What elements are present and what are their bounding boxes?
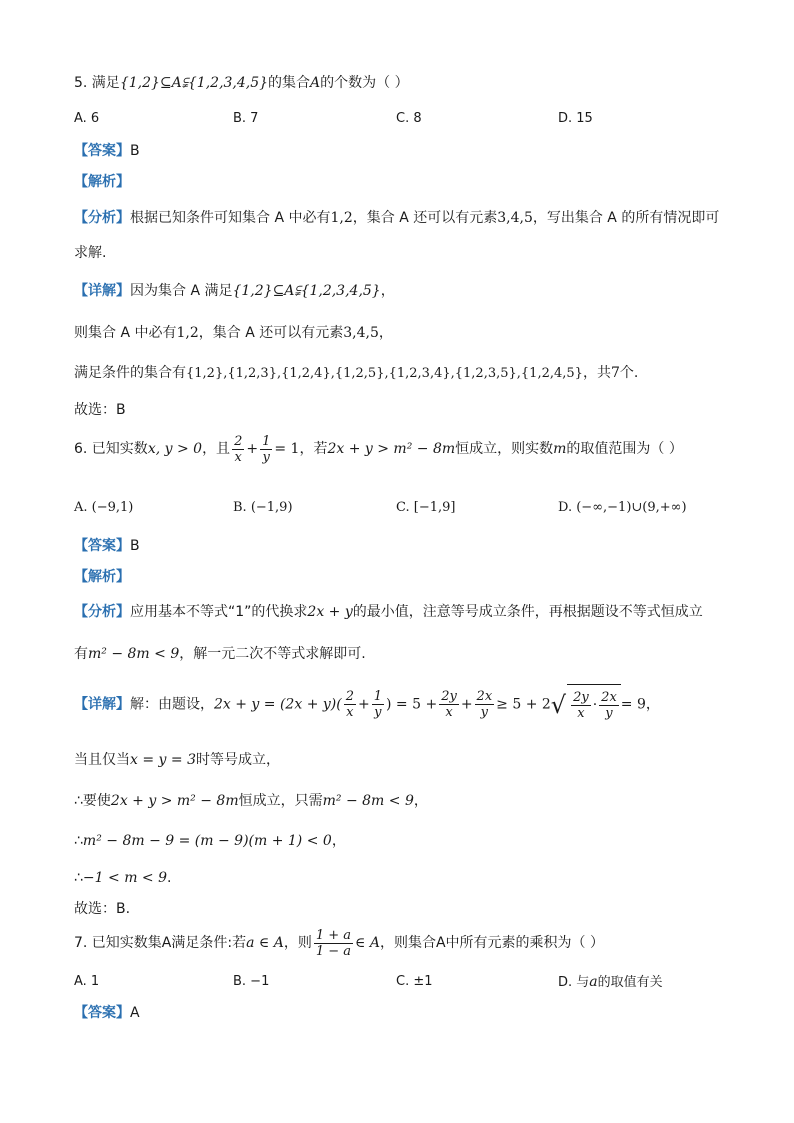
q6-xj-plus-2: + <box>460 696 473 713</box>
q6-xj-fraction-2-over-x <box>344 689 356 720</box>
q6-xj-3d: m² − 8m < 9 <box>322 793 414 809</box>
q5-fenxi-1c: ，集合 A 还可以有元素 <box>352 210 498 226</box>
q6-xj-f2-num: 1 <box>373 689 382 704</box>
q7-stem-c: ，则 <box>283 935 312 951</box>
q6-f1-num: 2 <box>234 433 243 449</box>
q5-option-b: B. 7 <box>233 111 259 126</box>
q6-xj-sqrt-f1-den: x <box>577 705 585 721</box>
q6-fenxi-line2 <box>74 645 366 663</box>
q5-xj-3b: {1,2},{1,2,3},{1,2,4},{1,2,5},{1,2,3,4},{1,2,3,5},{1,2,4,5} <box>186 366 583 381</box>
q6-xj-f2-den: y <box>374 705 382 720</box>
q6-xj-4c: ， <box>331 833 346 849</box>
q6-xj-5b: −1 < m < 9 <box>82 870 168 886</box>
q5-xj-3a: 满足条件的集合有 <box>74 365 186 381</box>
fenxi-tag: 【分析】 <box>74 210 130 226</box>
q6-xj-3e: ， <box>413 793 428 809</box>
q6-stem-a: 6. 已知实数 <box>74 441 148 457</box>
q5-xj-2b: 1,2 <box>176 325 199 341</box>
dot-operator: · <box>592 697 598 713</box>
q6-xiangjie-line2 <box>74 751 280 769</box>
q5-xiangjie-line2 <box>74 324 393 342</box>
q6-f2-num: 1 <box>262 433 271 449</box>
q5-option-d: D. 15 <box>558 111 593 126</box>
q7-opt-d-b: a <box>589 974 598 990</box>
q6-stem-h: 的取值范围为（ ） <box>566 441 683 457</box>
q6-xj-1d: ≥ 5 + 2 <box>496 696 551 713</box>
q6-xj-sqrt-f1-num: 2y <box>573 689 589 705</box>
q7-stem <box>74 925 604 961</box>
q6-xiangjie-line1 <box>74 684 660 725</box>
q5-var-a: A <box>310 75 321 91</box>
q7-option-a: A. 1 <box>74 974 100 989</box>
q5-fenxi-line1 <box>74 209 719 227</box>
q6-fenxi-line1 <box>74 603 703 621</box>
q6-xj-plus: + <box>357 696 370 713</box>
q5-xj-1a: 因为集合 A 满足 <box>130 283 233 299</box>
q6-fraction-1-over-y <box>260 434 272 465</box>
q6-stem-f: 恒成立，则实数 <box>455 441 554 457</box>
q5-xiangjie-line3 <box>74 364 638 383</box>
q6-xj-fraction-1-over-y <box>372 689 384 720</box>
q6-fenxi-1a: 应用基本不等式“1”的代换求 <box>130 604 308 620</box>
q5-xj-1b: {1,2}⊆A⫋{1,2,3,4,5} <box>232 283 381 299</box>
q6-answer-value: B <box>130 538 140 554</box>
q6-answer <box>74 537 140 555</box>
q6-xj-1f: ， <box>645 696 660 713</box>
q7-stem-a: 7. 已知实数集A满足条件:若 <box>74 935 247 951</box>
q6-xj-3c: 恒成立，只需 <box>238 793 323 809</box>
q7-answer <box>74 1004 140 1022</box>
q6-plus: + <box>246 441 259 457</box>
q6-stem-e: 2x + y > m² − 8m <box>327 441 456 457</box>
q6-option-a: A. (−9,1) <box>74 500 134 515</box>
q6-xj-f1-den: x <box>346 705 354 720</box>
q5-stem <box>74 74 409 92</box>
q6-xj-sqrt-f2-den: y <box>605 705 613 721</box>
q6-xj-5c: . <box>167 870 172 886</box>
fenxi-tag: 【分析】 <box>74 604 130 620</box>
q6-xj-fraction-2y-over-x <box>439 689 459 720</box>
q6-fenxi-1c: 的最小值，注意等号成立条件，再根据题设不等式恒成立 <box>352 604 703 620</box>
q6-f2-den: y <box>262 449 270 465</box>
q6-xj-sqrt-content <box>567 684 621 725</box>
q7-opt-d-a: D. 与 <box>558 975 590 990</box>
q5-stem-mid: 的集合 <box>268 75 311 91</box>
q6-fenxi-2c: ，解一元二次不等式求解即可. <box>179 646 366 662</box>
q5-xj-2a: 则集合 A 中必有 <box>74 325 177 341</box>
q5-xj-3d: 7 <box>610 365 620 381</box>
q6-xj-5a: ∴ <box>74 870 83 886</box>
q5-option-a: A. 6 <box>74 111 100 126</box>
q5-analysis-heading <box>74 173 130 191</box>
q6-xj-1b: 2x + y = (2x + y)( <box>214 696 342 713</box>
q6-xj-f1-num: 2 <box>345 689 354 704</box>
q7-stem-e: ，则集合A中所有元素的乘积为（ ） <box>379 935 604 951</box>
q7-opt-d-c: 的取值有关 <box>597 975 663 990</box>
q7-option-d <box>558 973 663 992</box>
q6-xj-f4-den: y <box>480 705 489 720</box>
q6-xj-2c: 时等号成立， <box>195 752 280 768</box>
xiangjie-tag: 【详解】 <box>74 283 130 299</box>
q6-xj-2b: x = y = 3 <box>130 752 196 768</box>
q5-fenxi-1e: ，写出集合 A 的所有情况即可 <box>532 210 720 226</box>
q6-xj-sqrt-frac-a <box>571 690 591 721</box>
q6-xj-fraction-2x-over-y <box>475 689 495 720</box>
q5-option-c: C. 8 <box>396 111 422 126</box>
q5-fenxi-1d: 3,4,5 <box>497 210 533 226</box>
q6-xiangjie-line5 <box>74 869 171 887</box>
q6-xj-4b: m² − 8m − 9 = (m − 9)(m + 1) < 0 <box>82 833 332 849</box>
q5-fenxi-line2: 求解. <box>74 245 107 261</box>
q6-option-b: B. (−1,9) <box>233 500 293 515</box>
q6-xiangjie-line4 <box>74 832 346 850</box>
answer-tag: 【答案】 <box>74 143 130 159</box>
q7-answer-value: A <box>130 1005 140 1021</box>
q6-xj-f4-num: 2x <box>476 689 493 704</box>
q6-fenxi-2a: 有 <box>74 646 88 662</box>
q6-conclusion: 故选：B. <box>74 901 131 917</box>
q6-xj-3a: ∴要使 <box>74 793 111 809</box>
q6-fenxi-1b: 2x + y <box>307 604 353 620</box>
q6-f1-den: x <box>234 449 242 465</box>
q6-xj-f3-den: x <box>445 705 453 720</box>
q5-answer <box>74 142 140 160</box>
q6-xj-2a: 当且仅当 <box>74 752 130 768</box>
q6-xj-3b: 2x + y > m² − 8m <box>110 793 239 809</box>
q5-xiangjie-line1 <box>74 282 395 300</box>
analysis-tag: 【解析】 <box>74 569 130 585</box>
q5-xj-3c: ，共 <box>582 365 611 381</box>
q7-option-b: B. −1 <box>233 974 270 989</box>
q6-xj-1a: 解：由题设， <box>130 696 214 713</box>
analysis-tag: 【解析】 <box>74 174 130 190</box>
q5-xj-2d: 3,4,5 <box>343 325 379 341</box>
answer-tag: 【答案】 <box>74 538 130 554</box>
q6-eq1: = 1 <box>274 441 300 457</box>
q7-fraction <box>314 928 353 959</box>
q7-frac-num: 1 + a <box>315 927 352 943</box>
q5-number: 5. 满足 <box>74 75 120 91</box>
q6-analysis-heading <box>74 568 130 586</box>
q6-option-c: C. [−1,9] <box>396 500 456 515</box>
q6-xiangjie-line3 <box>74 792 428 810</box>
q5-conclusion: 故选：B <box>74 402 126 418</box>
q5-xj-1c: ， <box>380 283 395 299</box>
q6-stem <box>74 432 683 466</box>
q6-xj-4a: ∴ <box>74 833 83 849</box>
q6-stem-d: ，若 <box>299 441 328 457</box>
q6-option-d: D. (−∞,−1)∪(9,+∞) <box>558 500 687 515</box>
q5-stem-end: 的个数为（ ） <box>320 75 409 91</box>
q5-fenxi-1b: 1,2 <box>330 210 353 226</box>
q7-stem-b: a ∈ A <box>246 935 284 951</box>
q5-answer-value: B <box>130 143 140 159</box>
q6-fraction-2-over-x <box>232 434 244 465</box>
q6-xj-sqrt-f2-num: 2x <box>601 689 617 705</box>
q6-xj-1e: = 9 <box>620 696 646 713</box>
q7-frac-den: 1 − a <box>315 943 352 959</box>
q6-fenxi-2b: m² − 8m < 9 <box>88 646 180 662</box>
q7-stem-d: ∈ A <box>355 935 380 951</box>
q5-xj-2c: ，集合 A 还可以有元素 <box>198 325 344 341</box>
q6-xj-f3-num: 2y <box>441 689 457 704</box>
xiangjie-tag: 【详解】 <box>74 696 130 713</box>
answer-tag: 【答案】 <box>74 1005 130 1021</box>
q5-set-condition: {1,2}⊆A⫋{1,2,3,4,5} <box>119 75 269 91</box>
q6-xj-sqrt-frac-b <box>599 690 619 721</box>
q5-xj-2e: ， <box>378 325 393 341</box>
q7-option-c: C. ±1 <box>396 974 433 989</box>
q6-stem-c: ，且 <box>202 441 231 457</box>
q6-xj-1c: ) = 5 + <box>386 696 438 713</box>
sqrt-symbol: √ <box>550 690 567 719</box>
q5-fenxi-1a: 根据已知条件可知集合 A 中必有 <box>130 210 331 226</box>
q6-stem-g: m <box>553 441 567 457</box>
q5-xj-3e: 个. <box>619 365 639 381</box>
q6-stem-b: x, y > 0 <box>147 441 203 457</box>
